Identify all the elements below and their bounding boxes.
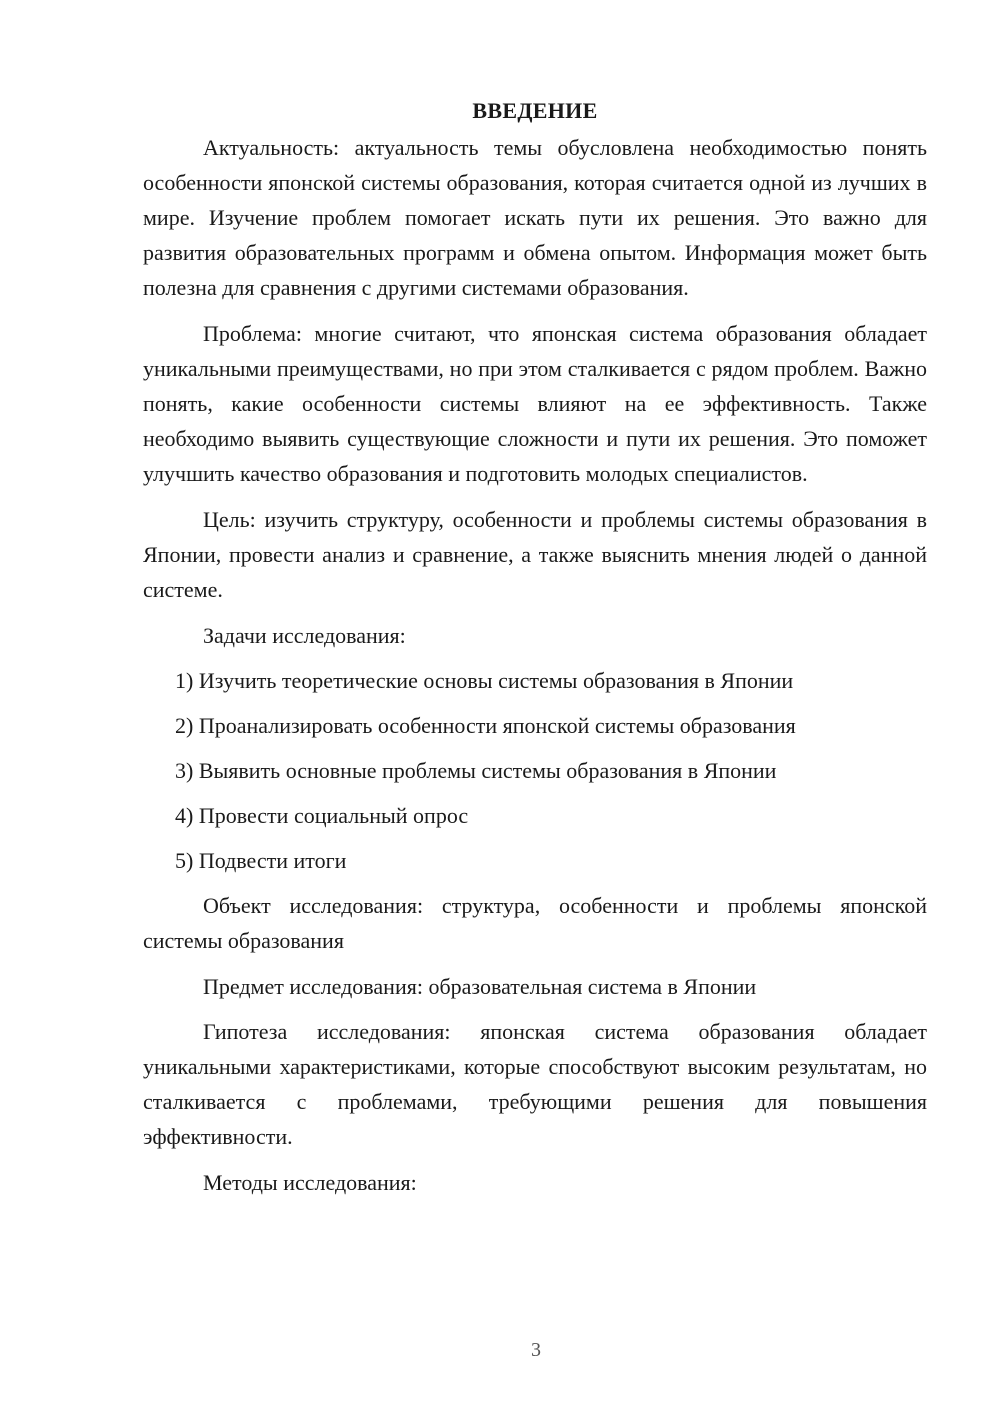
paragraph-object: Объект исследования: структура, особенности и проблемы японской системы образования [143,893,927,953]
tasks-heading: Задачи исследования: [203,623,406,648]
paragraph-relevance: Актуальность: актуальность темы обусловлена необходимостью понять особенности японской системы образования, которая считается одной из лучших в мире. Изучение проблем помогает искать пути их решения. Это важно для развития образовательных программ и обмена опытом. Информация может быть полезна для сравнения с другими системами образования. [143,135,927,300]
task-item: 5) Подвести итоги [175,848,347,873]
page-number: 3 [531,1339,541,1361]
task-item: 1) Изучить теоретические основы системы образования в Японии [175,668,794,693]
page-content [143,92,927,1210]
task-item: 3) Выявить основные проблемы системы образования в Японии [175,758,777,783]
paragraph-problem: Проблема: многие считают, что японская система образования обладает уникальными преимуществами, но при этом сталкивается с рядом проблем. Важно понять, какие особенности системы влияют на ее эффективность. Также необходимо выявить существующие сложности и пути их решения. Это поможет улучшить качество образования и подготовить молодых специалистов. [143,321,927,486]
paragraph-subject: Предмет исследования: образовательная система в Японии [203,974,757,999]
paragraph-methods: Методы исследования: [203,1170,417,1195]
task-item: 2) Проанализировать особенности японской системы образования [175,713,796,738]
section-title: ВВЕДЕНИЕ [472,98,598,123]
paragraph-goal: Цель: изучить структуру, особенности и проблемы системы образования в Японии, провести анализ и сравнение, а также выяснить мнения людей о данной системе. [143,507,927,602]
task-list [143,663,927,878]
paragraph-hypothesis: Гипотеза исследования: японская система образования обладает уникальными характеристиками, которые способствуют высоким результатам, но сталкивается с проблемами, требующими решения для повышения эффективности. [143,1019,927,1149]
task-item: 4) Провести социальный опрос [175,803,469,828]
